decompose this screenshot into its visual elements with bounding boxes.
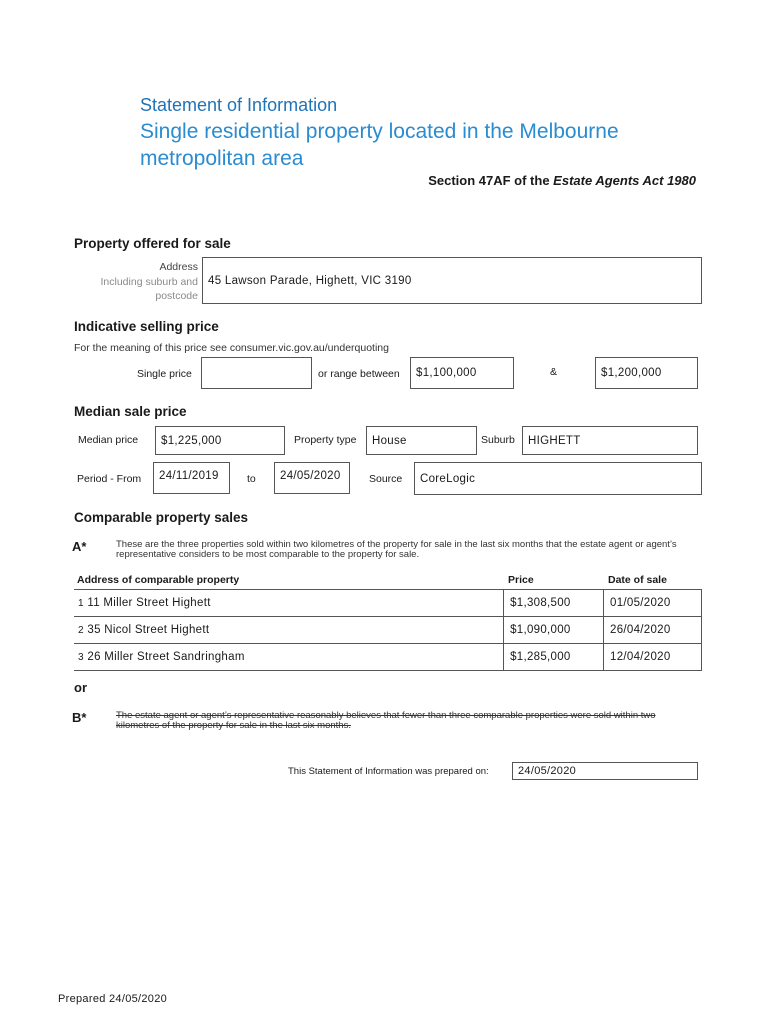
indicative-heading: Indicative selling price	[74, 319, 219, 334]
suburb-label: Suburb	[481, 434, 515, 446]
row-number: 2	[78, 625, 84, 636]
act-prefix: Section 47AF of the	[428, 173, 554, 188]
property-heading: Property offered for sale	[74, 236, 231, 251]
footer-prepared: Prepared 24/05/2020	[58, 993, 168, 1005]
table-row	[74, 644, 702, 671]
comparable-heading: Comparable property sales	[74, 510, 249, 525]
comparable-date[interactable]: 26/04/2020	[604, 617, 702, 644]
median-price-label: Median price	[78, 434, 139, 446]
col-header-address: Address of comparable property	[77, 574, 240, 586]
suburb-field[interactable]: HIGHETT	[522, 426, 698, 455]
range-low-field[interactable]: $1,100,000	[410, 357, 514, 389]
prepared-on-label: This Statement of Information was prepared on:	[288, 766, 489, 777]
period-to-label: to	[247, 473, 256, 485]
comparable-address[interactable]	[74, 590, 504, 617]
prepared-date-field[interactable]: 24/05/2020	[512, 762, 698, 780]
option-a-label: A*	[72, 539, 87, 554]
comparable-date[interactable]: 01/05/2020	[604, 590, 702, 617]
comparable-price[interactable]: $1,285,000	[504, 644, 604, 671]
address-field[interactable]: 45 Lawson Parade, Highett, VIC 3190	[202, 257, 702, 304]
single-price-field[interactable]	[201, 357, 312, 389]
median-heading: Median sale price	[74, 404, 187, 419]
address-label-main: Address	[159, 261, 198, 273]
row-number: 1	[78, 598, 84, 609]
comparable-price[interactable]: $1,308,500	[504, 590, 604, 617]
act-name: Estate Agents Act 1980	[553, 173, 696, 188]
address-label-sub2: postcode	[155, 290, 198, 302]
source-field[interactable]: CoreLogic	[414, 462, 702, 495]
act-reference	[428, 173, 696, 188]
indicative-note: For the meaning of this price see consumer.vic.gov.au/underquoting	[74, 342, 389, 354]
range-label: or range between	[318, 368, 400, 380]
col-header-price: Price	[508, 574, 534, 586]
period-to-field[interactable]: 24/05/2020	[274, 462, 350, 494]
address-text: 26 Miller Street Sandringham	[87, 651, 245, 663]
table-row	[74, 590, 702, 617]
comparable-address[interactable]	[74, 644, 504, 671]
comparable-table	[74, 589, 702, 671]
period-from-field[interactable]: 24/11/2019	[153, 462, 230, 494]
period-from-label: Period - From	[77, 473, 142, 485]
property-type-field[interactable]: House	[366, 426, 477, 455]
row-number: 3	[78, 652, 84, 663]
property-type-label: Property type	[294, 434, 357, 446]
option-b-label: B*	[72, 710, 87, 725]
document-subtitle: Single residential property located in the Melbourne metropolitan area	[140, 120, 619, 170]
or-label: or	[74, 680, 87, 695]
table-row	[74, 617, 702, 644]
address-text: 35 Nicol Street Highett	[87, 624, 210, 636]
range-high-field[interactable]: $1,200,000	[595, 357, 698, 389]
option-a-text: These are the three properties sold within two kilometres of the property for sale in the last six months that the estate agent or agent’s representative considers to be most comparable to the property for sale.	[116, 539, 677, 560]
single-price-label: Single price	[137, 368, 192, 380]
address-text: 11 Miller Street Highett	[87, 597, 211, 609]
range-ampersand: &	[550, 366, 558, 378]
col-header-date: Date of sale	[608, 574, 667, 586]
document-title: Statement of Information	[140, 95, 338, 115]
source-label: Source	[369, 473, 403, 485]
comparable-address[interactable]	[74, 617, 504, 644]
address-label	[80, 260, 198, 304]
comparable-date[interactable]: 12/04/2020	[604, 644, 702, 671]
option-b-text: The estate agent or agent’s representative reasonably believes that fewer than three comparable properties were sold within two kilometres of the property for sale in the last six months.	[116, 710, 656, 731]
median-price-field[interactable]: $1,225,000	[155, 426, 285, 455]
address-label-sub: Including suburb and	[100, 275, 198, 288]
comparable-price[interactable]: $1,090,000	[504, 617, 604, 644]
